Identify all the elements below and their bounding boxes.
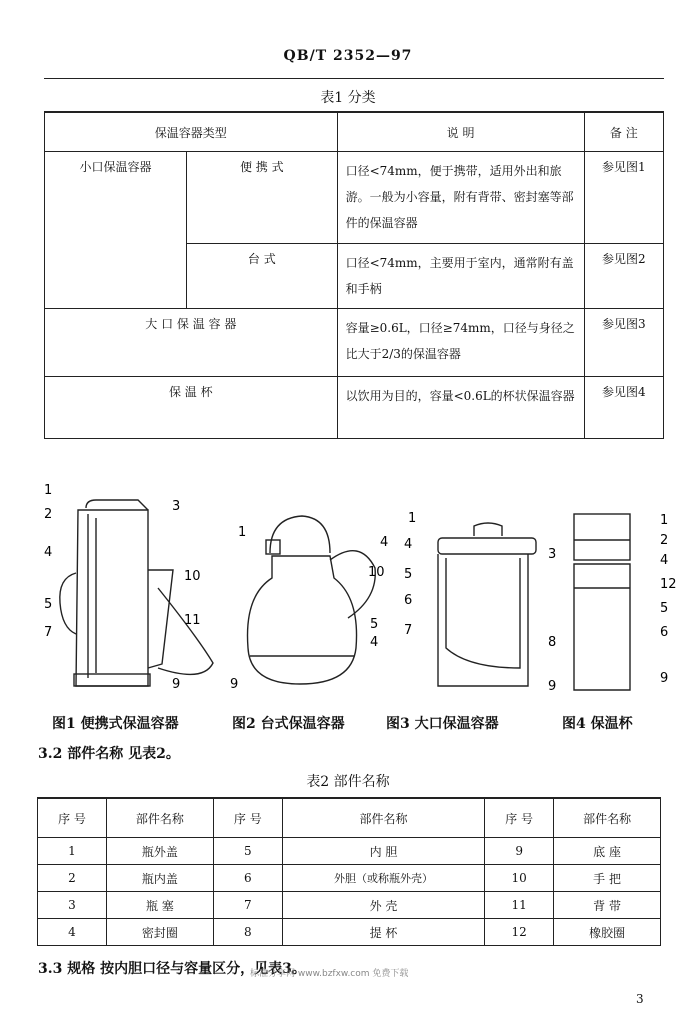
cell: 7 (213, 892, 282, 919)
note-cell: 参见图2 (584, 244, 663, 309)
figure3-caption: 图3 大口保温容器 (386, 716, 499, 732)
note-cell: 参见图4 (584, 377, 663, 439)
fig3-label: 9 (548, 679, 557, 694)
cell: 12 (485, 919, 554, 946)
fig4-label: 2 (660, 533, 669, 548)
subtype-cell: 台 式 (187, 244, 338, 309)
col-header: 部件名称 (554, 798, 661, 838)
desc-cell: 口径<74mm，主要用于室内，通常附有盖和手柄 (337, 244, 584, 309)
subtype-cell: 便 携 式 (187, 152, 338, 244)
fig2-label: 4 (380, 535, 389, 550)
table-row (38, 892, 661, 919)
page-number: 3 (636, 992, 644, 1006)
cell: 手 把 (554, 865, 661, 892)
fig1-label: 11 (184, 613, 201, 628)
fig3-label: 8 (548, 635, 557, 650)
cell: 橡胶圈 (554, 919, 661, 946)
figure1-caption: 图1 便携式保温容器 (52, 716, 179, 732)
table-row (38, 919, 661, 946)
figure4-caption: 图4 保温杯 (562, 716, 633, 732)
section-3-3: 3.3 规格 按内胆口径与容量区分，见表3。 (38, 961, 306, 977)
fig1-label: 2 (44, 507, 53, 522)
table1-caption: 表1 分类 (320, 90, 376, 106)
cell: 1 (38, 838, 107, 865)
cell: 密封圈 (107, 919, 214, 946)
cell: 底 座 (554, 838, 661, 865)
cell: 10 (485, 865, 554, 892)
fig1-label: 4 (44, 545, 53, 560)
cell: 5 (213, 838, 282, 865)
fig4-label: 1 (660, 513, 669, 528)
fig4-label: 6 (660, 625, 669, 640)
desc-cell: 以饮用为目的，容量<0.6L的杯状保温容器 (337, 377, 584, 439)
cell: 8 (213, 919, 282, 946)
table-row (38, 838, 661, 865)
fig1-label: 3 (172, 499, 181, 514)
cell: 瓶外盖 (107, 838, 214, 865)
cell: 9 (485, 838, 554, 865)
fig1-label: 7 (44, 625, 53, 640)
col-header: 序 号 (213, 798, 282, 838)
cell: 内 胆 (282, 838, 484, 865)
fig1-label: 5 (44, 597, 53, 612)
cell: 提 杯 (282, 919, 484, 946)
fig4-label: 9 (660, 671, 669, 686)
fig3-label: 4 (404, 537, 413, 552)
section-3-2: 3.2 部件名称 见表2。 (38, 746, 180, 762)
figure3-widemouth-container (398, 478, 568, 698)
cell: 6 (213, 865, 282, 892)
fig1-label: 10 (184, 569, 201, 584)
col-header-type: 保温容器类型 (45, 112, 338, 152)
fig3-label: 3 (548, 547, 557, 562)
note-cell: 参见图1 (584, 152, 663, 244)
fig3-label: 5 (404, 567, 413, 582)
figure2-caption: 图2 台式保温容器 (232, 716, 345, 732)
cell: 2 (38, 865, 107, 892)
note-cell: 参见图3 (584, 309, 663, 377)
watermark: 标准分享网 www.bzfxw.com 免费下载 (250, 969, 409, 979)
cell: 外 壳 (282, 892, 484, 919)
fig2-label: 5 (370, 617, 379, 632)
fig3-label: 7 (404, 623, 413, 638)
col-header: 部件名称 (107, 798, 214, 838)
figure2-tabletop-container (230, 478, 390, 698)
standard-number: QB/T 2352—97 (283, 48, 413, 64)
fig2-label: 4 (370, 635, 379, 650)
cell: 3 (38, 892, 107, 919)
fig2-label: 9 (230, 677, 239, 692)
type-cell: 保 温 杯 (45, 377, 338, 439)
cell: 11 (485, 892, 554, 919)
desc-cell: 容量≥0.6L，口径≥74mm，口径与身径之比大于2/3的保温容器 (337, 309, 584, 377)
table2-caption: 表2 部件名称 (306, 774, 390, 790)
fig3-label: 6 (404, 593, 413, 608)
fig2-label: 10 (368, 565, 385, 580)
type-cell: 大 口 保 温 容 器 (45, 309, 338, 377)
parts-table (37, 797, 661, 946)
fig3-label: 1 (408, 511, 417, 526)
table-row (38, 865, 661, 892)
col-header: 序 号 (38, 798, 107, 838)
classification-table (44, 111, 664, 439)
cell: 瓶内盖 (107, 865, 214, 892)
type-cell: 小口保温容器 (45, 152, 187, 309)
fig1-label: 9 (172, 677, 181, 692)
header-rule (44, 78, 664, 79)
desc-cell: 口径<74mm，便于携带，适用外出和旅游。一般为小容量，附有背带、密封塞等部件的保温容器 (337, 152, 584, 244)
cell: 背 带 (554, 892, 661, 919)
col-header-desc: 说 明 (337, 112, 584, 152)
cell: 外胆（或称瓶外壳） (282, 865, 484, 892)
fig4-label: 12 (660, 577, 677, 592)
fig4-label: 4 (660, 553, 669, 568)
figure4-vacuum-cup (568, 478, 678, 698)
fig2-label: 1 (238, 525, 247, 540)
col-header-note: 备 注 (584, 112, 663, 152)
figure1-portable-container (38, 478, 218, 698)
cell: 4 (38, 919, 107, 946)
fig1-label: 1 (44, 483, 53, 498)
cell: 瓶 塞 (107, 892, 214, 919)
fig4-label: 5 (660, 601, 669, 616)
col-header: 序 号 (485, 798, 554, 838)
col-header: 部件名称 (282, 798, 484, 838)
